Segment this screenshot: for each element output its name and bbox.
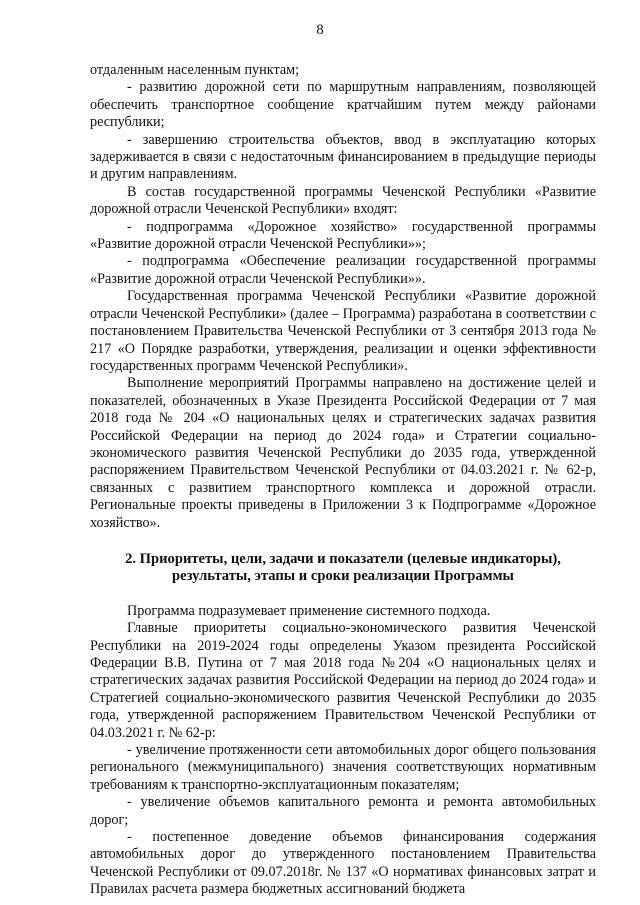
paragraph: Государственная программа Чеченской Республики «Развитие дорожной отрасли Чеченской Республики» (далее – Программа) разработана в соответствии с постановлением Правительства Чеченской Республики от 3 сентября 2013 года № 217 «О Порядке разработки, утверждения, реализации и оценки эффективности государственных программ Чеченской Республики». [90, 288, 596, 374]
paragraph: отдаленным населенным пунктам; [90, 62, 300, 78]
paragraph: Главные приоритеты социально-экономического развития Чеченской Республики на 2019-2024 годы определены Указом президента Российской Федерации В.В. Путина от 7 мая 2018 года №204 «О национальных целях и стратегических задачах развития Российской Федерации на период до 2024 года» и Стратегией социально-экономического развития Чеченской Республики до 2035 года, утвержденной распоряжением Правительством Чеченской Республики от 04.03.2021 г. № 62-р: [90, 620, 596, 741]
list-item: - развитию дорожной сети по маршрутным направлениям, позволяющей обеспечить транспортное сообщение кратчайшим путем между районами республики; [90, 79, 596, 131]
page-number: 8 [316, 22, 324, 38]
section-heading: 2. Приоритеты, цели, задачи и показатели (целевые индикаторы), результаты, этапы и сроки реализации Программы [125, 550, 561, 585]
paragraph: Выполнение мероприятий Программы направлено на достижение целей и показателей, обозначенных в Указе Президента Российской Федерации от 7 мая 2018 года № 204 «О национальных целях и стратегических задачах развития Российской Федерации на период до 2024 года» и Стратегии социально-экономического развития Чеченской Республики до 2035 года, утвержденной распоряжением Правительством Чеченской Республики от 04.03.2021 г. № 62-р, связанных с развитием транспортного комплекса и дорожной отрасли. Региональные проекты приведены в Приложении 3 к Подпрограмме «Дорожное хозяйство». [90, 375, 596, 531]
document-body [90, 62, 596, 899]
list-item: - завершению строительства объектов, ввод в эксплуатацию которых задерживается в связи с недостаточным финансированием в предыдущие периоды и другим направлениям. [90, 131, 596, 183]
list-item: - увеличение объемов капитального ремонта и ремонта автомобильных дорог; [90, 794, 596, 828]
paragraph: Программа подразумевает применение системного подхода. [127, 602, 491, 619]
list-item: - подпрограмма «Обеспечение реализации государственной программы «Развитие дорожной отрасли Чеченской Республики»». [90, 253, 596, 287]
list-item: - постепенное доведение объемов финансирования содержания автомобильных дорог до утвержденного постановлением Правительства Чеченской Республики от 09.07.2018г. № 137 «О нормативах финансовых затрат и Правилах расчета размера бюджетных ассигнований бюджета [90, 829, 596, 898]
paragraph: В состав государственной программы Чеченской Республики «Развитие дорожной отрасли Чеченской Республики» входят: [90, 183, 596, 218]
list-item: - увеличение протяженности сети автомобильных дорог общего пользования регионального (межмуниципального) значения соответствующих нормативным требованиям к транспортно-эксплуатационным показателям; [90, 742, 596, 793]
list-item: - подпрограмма «Дорожное хозяйство» государственной программы «Развитие дорожной отрасли Чеченской Республики»»; [90, 218, 596, 253]
